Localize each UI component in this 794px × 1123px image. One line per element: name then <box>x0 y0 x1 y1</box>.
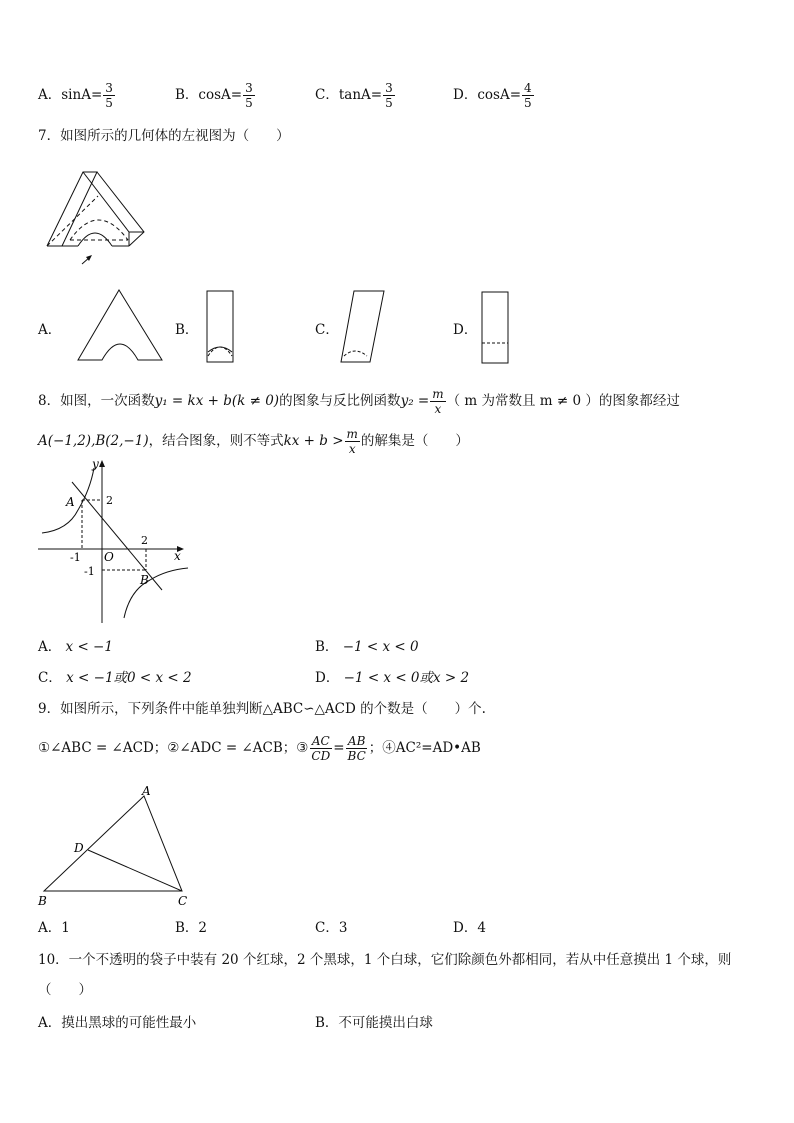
q9-conditions: ①∠ABC = ∠ACD；②∠ADC = ∠ACB；③ $\frac{AC}{CD}$ = $\frac{AB}{BC}$ ；④AC²=AD•AB <box>38 734 481 763</box>
q8-origin-label: O <box>104 550 114 564</box>
q7-option-a-label: A． <box>38 322 62 338</box>
q8-option-a: A． x < −1 <box>38 639 113 655</box>
q8-option-b: B． −1 < x < 0 <box>315 639 419 655</box>
q6-option-b: B．cosA= $\frac{3}{5}$ <box>175 81 253 110</box>
q8-x-tick-2: 2 <box>141 534 148 547</box>
q8-option-c: C． x < −1或0 < x < 2 <box>38 670 192 686</box>
q9-vertex-c: C <box>178 894 188 908</box>
q7-option-d-figure <box>480 291 512 366</box>
q9-option-a: A．1 <box>38 920 70 936</box>
q6-option-a: A．sinA= $\frac{3}{5}$ <box>38 81 113 110</box>
q8-y-tick-neg1: -1 <box>84 565 95 578</box>
q8-point-a-label: A <box>66 495 75 509</box>
q8-stem-line2: A(−1,2),B(2,−1)，结合图象，则不等式kx + b > $\frac{m}{x}$ 的解集是（ ） <box>38 427 469 456</box>
q7-solid-figure <box>40 160 155 270</box>
q7-option-d-label: D． <box>453 322 478 338</box>
q6-option-c: C．tanA= $\frac{3}{5}$ <box>315 81 393 110</box>
q7-option-b-label: B． <box>175 322 199 338</box>
q7-option-c-figure <box>340 290 390 365</box>
q9-option-d: D．4 <box>453 920 486 936</box>
q8-x-axis-label: x <box>174 549 181 563</box>
q9-stem: 9．如图所示，下列条件中能单独判断△ABC∽△ACD 的个数是（ ）个. <box>38 701 486 717</box>
q8-option-d: D． −1 < x < 0或x > 2 <box>315 670 470 686</box>
q10-option-b: B．不可能摸出白球 <box>315 1015 433 1031</box>
q9-vertex-d: D <box>74 841 84 855</box>
q7-option-a-figure <box>75 288 165 363</box>
q8-x-tick-neg1: -1 <box>70 551 81 564</box>
q7-option-c-label: C． <box>315 322 339 338</box>
q8-point-b-label: B <box>140 573 149 587</box>
q9-vertex-a: A <box>142 784 151 798</box>
q8-y-tick-2: 2 <box>106 494 113 507</box>
q7-stem: 7．如图所示的几何体的左视图为（ ） <box>38 128 290 144</box>
q8-y-axis-label: y <box>92 457 99 471</box>
q7-option-b-figure <box>205 290 237 365</box>
q9-option-b: B．2 <box>175 920 208 936</box>
q9-option-c: C．3 <box>315 920 348 936</box>
q8-graph <box>38 458 188 626</box>
q9-vertex-b: B <box>38 894 47 908</box>
q10-option-a: A．摸出黑球的可能性最小 <box>38 1015 197 1031</box>
q9-triangle-figure <box>36 784 196 906</box>
q6-option-d: D．cosA= $\frac{4}{5}$ <box>453 81 532 110</box>
q10-stem-line1: 10．一个不透明的袋子中装有 20 个红球，2 个黑球，1 个白球，它们除颜色外都相同，若从中任意摸出 1 个球，则 <box>38 952 732 968</box>
q10-stem-line2: （ ） <box>38 982 92 998</box>
q8-stem-line1: 8．如图，一次函数y₁ = kx + b(k ≠ 0)的图象与反比例函数y₂ = $\frac{m}{x}$ （ m 为常数且 m ≠ 0 ）的图象都经过 <box>38 387 680 416</box>
